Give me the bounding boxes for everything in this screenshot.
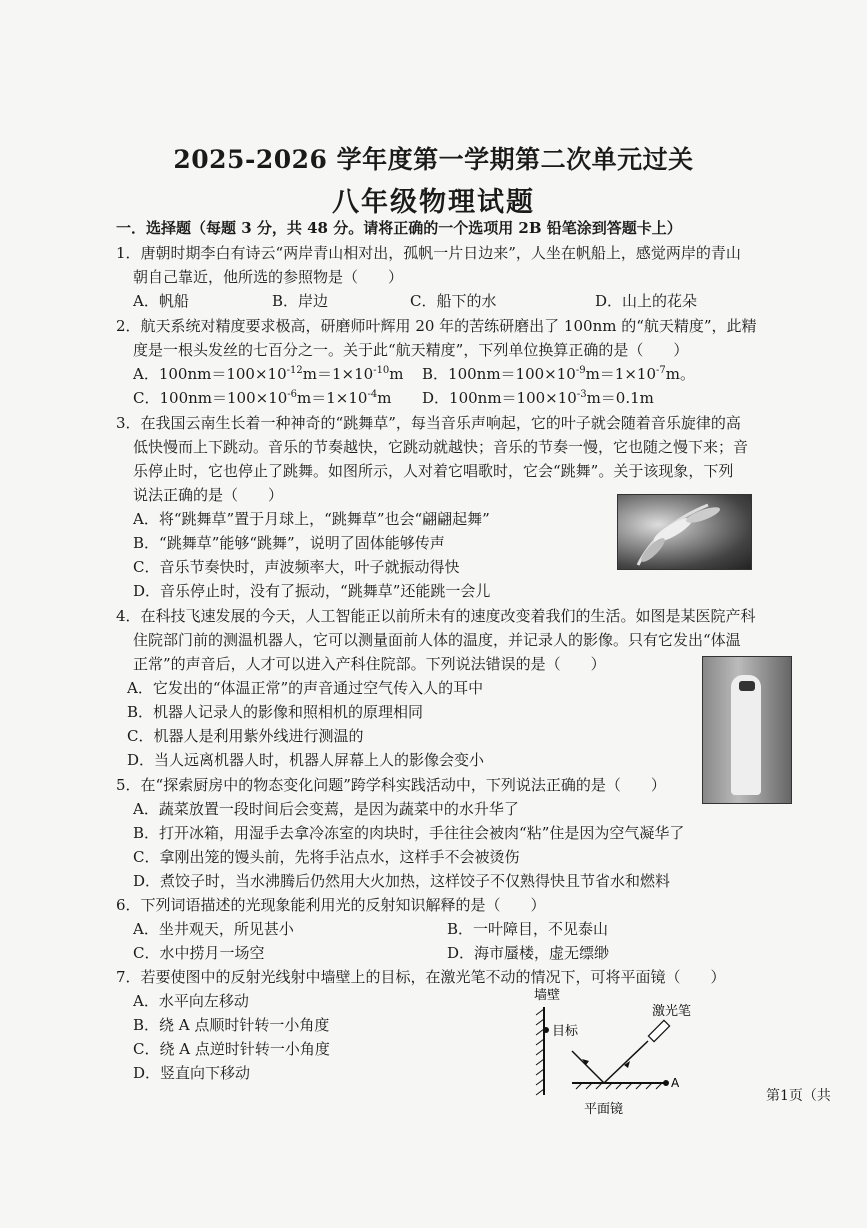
laser-label: 激光笔 [652, 1004, 692, 1019]
q3-option-d: D．音乐停止时，没有了振动，“跳舞草”还能跳一会儿 [133, 582, 491, 600]
q3-line4: 说法正确的是（ ） [133, 486, 284, 504]
q4-option-c: C．机器人是利用紫外线进行测温的 [127, 727, 364, 745]
q5-option-d: D．煮饺子时，当水沸腾后仍然用大火加热，这样饺子不仅熟得快且节省水和燃料 [133, 872, 671, 890]
q3-option-a: A．将“跳舞草”置于月球上，“跳舞草”也会“翩翩起舞” [133, 510, 490, 528]
q7-option-b: B．绕 A 点顺时针转一小角度 [133, 1016, 330, 1034]
q1-option-d: D．山上的花朵 [595, 292, 698, 310]
point-a-label: A [671, 1076, 680, 1090]
q4-option-d: D．当人远离机器人时，机器人屏幕上人的影像会变小 [127, 751, 485, 769]
q5-option-b: B．打开冰箱，用湿手去拿冷冻室的肉块时，手往往会被肉“粘”住是因为空气凝华了 [133, 824, 685, 842]
robot-photo [702, 656, 792, 804]
dancing-grass-photo [617, 494, 752, 570]
q5-option-a: A．蔬菜放置一段时间后会变蔫，是因为蔬菜中的水升华了 [133, 800, 519, 818]
q3-line1: 3．在我国云南生长着一种神奇的“跳舞草”，每当音乐声响起，它的叶子就会随着音乐旋律的高 [116, 414, 741, 432]
reflected-ray [572, 1051, 604, 1083]
q7-line1: 7．若要使图中的反射光线射中墙壁上的目标，在激光笔不动的情况下，可将平面镜（ ） [116, 968, 726, 986]
q4-line2: 住院部门前的测温机器人，它可以测量面前人体的温度，并记录人的影像。只有它发出“体温 [133, 631, 741, 649]
q2-option-b: B．$100nm=100\times 10^{-9}m=1\times 10^{-7}m$。 [422, 365, 695, 383]
q3-option-c: C．音乐节奏快时，声波频率大，叶子就振动得快 [133, 558, 460, 576]
mirror-label: 平面镜 [584, 1102, 624, 1117]
exam-title: 2025-2026 学年度第一学期第二次单元过关 [173, 145, 694, 174]
exam-subtitle: 八年级物理试题 [332, 187, 535, 218]
laser-pen-icon [648, 1020, 669, 1041]
q3-line3: 乐停止时，它也停止了跳舞。如图所示，人对着它唱歌时，它会“跳舞”。关于该现象，下列 [133, 462, 734, 480]
q2-line1: 2．航天系统对精度要求极高，研磨师叶辉用 20 年的苦练研磨出了 100nm 的“航天精度”，此精 [116, 317, 757, 335]
q7-option-c: C．绕 A 点逆时针转一小角度 [133, 1040, 330, 1058]
q7-option-d: D．竖直向下移动 [133, 1064, 251, 1082]
q5-line1: 5．在“探索厨房中的物态变化问题”跨学科实践活动中，下列说法正确的是（ ） [116, 776, 666, 794]
point-a-dot [663, 1080, 669, 1086]
q6-option-b: B．一叶障目，不见泰山 [447, 920, 609, 938]
q1-line1: 1．唐朝时期李白有诗云“两岸青山相对出，孤帆一片日边来”，人坐在帆船上，感觉两岸的青山 [116, 244, 741, 262]
q4-line3: 正常”的声音后，人才可以进入产科住院部。下列说法错误的是（ ） [133, 655, 606, 673]
q1-line2: 朝自己靠近，他所选的参照物是（ ） [133, 268, 404, 286]
q2-option-d: D．$100nm=100\times 10^{-3}m=0.1m$ [422, 389, 654, 407]
q4-option-b: B．机器人记录人的影像和照相机的原理相同 [127, 703, 424, 721]
q2-option-c: C．$100nm=100\times 10^{-6}m=1\times 10^{-4}m$ [133, 389, 392, 407]
q2-option-a: A．$100nm=100\times 10^{-12}m=1\times 10^{-10}m$ [133, 365, 404, 383]
q4-option-a: A．它发出的“体温正常”的声音通过空气传入人的耳中 [127, 679, 484, 697]
page-footer: 第1页（共 [766, 1088, 831, 1104]
q4-line1: 4．在科技飞速发展的今天，人工智能正以前所未有的速度改变着我们的生活。如图是某医院产科 [116, 607, 756, 625]
q3-option-b: B．“跳舞草”能够“跳舞”，说明了固体能够传声 [133, 534, 445, 552]
q1-option-a: A．帆船 [133, 292, 189, 310]
wall-hatch [536, 1009, 544, 1095]
q3-line2: 低快慢而上下跳动。音乐的节奏越快，它跳动就越快；音乐的节奏一慢，它也随之慢下来；音 [133, 438, 749, 456]
q7-option-a: A．水平向左移动 [133, 992, 249, 1010]
q1-option-b: B．岸边 [272, 292, 329, 310]
q6-option-c: C．水中捞月一场空 [133, 944, 265, 962]
target-dot [543, 1027, 549, 1033]
q5-option-c: C．拿刚出笼的馒头前，先将手沾点水，这样手不会被烫伤 [133, 848, 520, 866]
incident-ray [604, 1041, 648, 1083]
q6-option-d: D．海市蜃楼，虚无缥缈 [447, 944, 610, 962]
q1-option-c: C．船下的水 [410, 292, 497, 310]
q2-line2: 度是一根头发丝的七百分之一。关于此“航天精度”，下列单位换算正确的是（ ） [133, 341, 689, 359]
q6-option-a: A．坐井观天，所见甚小 [133, 920, 294, 938]
target-label: 目标 [552, 1024, 579, 1039]
section-heading: 一．选择题（每题 3 分，共 48 分。请将正确的一个选项用 2B 铅笔涂到答题卡上） [116, 219, 682, 237]
wall-label: 墙壁 [534, 988, 561, 1003]
reflection-diagram [520, 985, 730, 1120]
q6-line1: 6．下列词语描述的光现象能利用光的反射知识解释的是（ ） [116, 896, 546, 914]
